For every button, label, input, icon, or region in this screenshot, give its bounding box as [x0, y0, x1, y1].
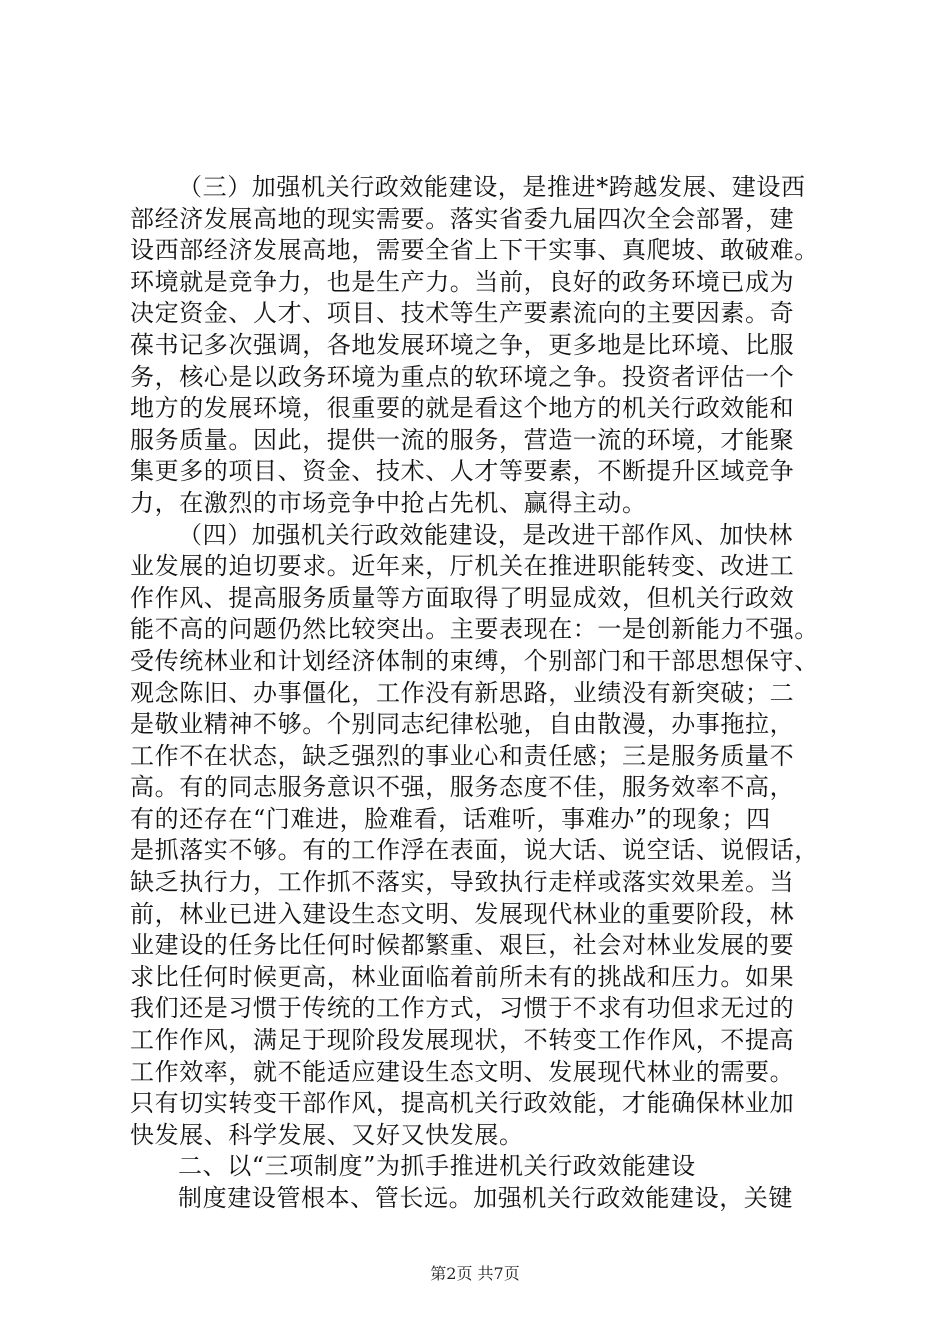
paragraph-4-line: 缺乏执行力，工作抓不落实，导致执行走样或落实效果差。当: [130, 868, 795, 897]
paragraph-3-line: 地方的发展环境，很重要的就是看这个地方的机关行政效能和: [130, 394, 795, 423]
paragraph-4-line: 业建设的任务比任何时候都繁重、艰巨，社会对林业发展的要: [130, 931, 795, 960]
paragraph-4-line: 工作不在状态，缺乏强烈的事业心和责任感；三是服务质量不: [130, 741, 795, 770]
paragraph-3-line: 务，核心是以政务环境为重点的软环境之争。投资者评估一个: [130, 362, 795, 391]
paragraph-4-line: 有的还存在“门难进，脸难看，话难听，事难办”的现象；四: [130, 804, 771, 833]
paragraph-4-line: （四）加强机关行政效能建设，是改进干部作风、加快林: [178, 520, 793, 549]
paragraph-3-line: （三）加强机关行政效能建设，是推进*跨越发展、建设西: [178, 173, 806, 201]
paragraph-4-line: 是敬业精神不够。个别同志纪律松驰，自由散漫，办事拖拉，: [130, 710, 795, 739]
paragraph-4-line: 我们还是习惯于传统的工作方式，习惯于不求有功但求无过的: [130, 994, 795, 1023]
paragraph-4-line: 求比任何时候更高，林业面临着前所未有的挑战和压力。如果: [130, 962, 795, 991]
paragraph-4-line: 业发展的迫切要求。近年来，厅机关在推进职能转变、改进工: [130, 552, 795, 581]
paragraph-4-line: 高。有的同志服务意识不强，服务态度不佳，服务效率不高，: [130, 773, 795, 802]
paragraph-3-line: 环境就是竞争力，也是生产力。当前，良好的政务环境已成为: [130, 267, 795, 296]
paragraph-4-line: 受传统林业和计划经济体制的束缚，个别部门和干部思想保守、: [130, 646, 819, 675]
paragraph-3-line: 服务质量。因此，提供一流的服务，营造一流的环境，才能聚: [130, 425, 795, 454]
paragraph-4-line: 是抓落实不够。有的工作浮在表面，说大话、说空话、说假话，: [130, 836, 819, 865]
paragraph-4-line: 能不高的问题仍然比较突出。主要表现在：一是创新能力不强。: [130, 615, 819, 644]
paragraph-5-line: 制度建设管根本、管长远。加强机关行政效能建设，关键: [178, 1184, 793, 1212]
paragraph-4-line: 工作作风，满足于现阶段发展现状，不转变工作作风，不提高: [130, 1026, 795, 1055]
paragraph-3-line: 决定资金、人才、项目、技术等生产要素流向的主要因素。奇: [130, 299, 795, 328]
paragraph-3-line: 葆书记多次强调，各地发展环境之争，更多地是比环境、比服: [130, 330, 795, 359]
paragraph-3-line: 设西部经济发展高地，需要全省上下干实事、真爬坡、敢破难。: [130, 236, 819, 265]
paragraph-4-line: 作作风、提高服务质量等方面取得了明显成效，但机关行政效: [130, 583, 795, 612]
paragraph-4-line: 前，林业已进入建设生态文明、发展现代林业的重要阶段，林: [130, 899, 795, 928]
paragraph-4-line: 工作效率，就不能适应建设生态文明、发展现代林业的需要。: [130, 1057, 795, 1086]
paragraph-4-line: 观念陈旧、办事僵化，工作没有新思路，业绩没有新突破；二: [130, 678, 795, 707]
paragraph-3-line: 部经济发展高地的现实需要。落实省委九届四次全会部署，建: [130, 204, 795, 233]
page-footer: 第2页 共7页: [430, 1264, 520, 1283]
section-heading: 二、以“三项制度”为抓手推进机关行政效能建设: [178, 1152, 696, 1181]
paragraph-4-line: 快发展、科学发展、又好又快发展。: [130, 1120, 524, 1149]
body-text: [130, 172, 830, 1215]
paragraph-4-line: 只有切实转变干部作风，提高机关行政效能，才能确保林业加: [130, 1089, 795, 1118]
paragraph-3-line: 力，在激烈的市场竞争中抢占先机、赢得主动。: [130, 488, 647, 517]
paragraph-3-line: 集更多的项目、资金、技术、人才等要素，不断提升区域竞争: [130, 457, 795, 486]
